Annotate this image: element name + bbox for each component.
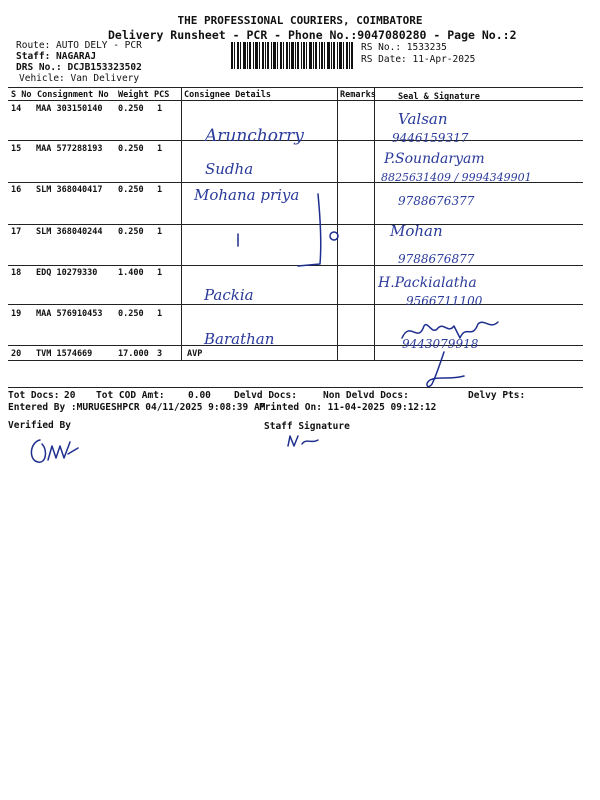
handwritten-consignee: Arunchorry — [205, 126, 304, 146]
row-pcs: 1 — [157, 144, 163, 154]
table-bottom-line — [8, 360, 583, 361]
verified-by-label: Verified By — [8, 420, 71, 431]
col-header-consignment: Consignment No — [37, 90, 109, 100]
row-sno: 20 — [11, 349, 22, 359]
handwritten-signature — [422, 350, 468, 392]
row-weight: 1.400 — [118, 268, 144, 278]
handwritten-consignee: Sudha — [205, 160, 254, 178]
route-label: Route: AUTO DELY - PCR — [16, 40, 142, 51]
row-sno: 16 — [11, 185, 22, 195]
handwritten-signature — [398, 316, 502, 348]
row-sno: 17 — [11, 227, 22, 237]
row-pcs: 1 — [157, 185, 163, 195]
col-header-remarks: Remarks — [340, 90, 376, 100]
col-header-pcs: PCS — [154, 90, 170, 100]
staff-signature-mark — [284, 432, 324, 450]
table-top-line — [8, 87, 583, 88]
row-weight: 0.250 — [118, 144, 144, 154]
handwritten-phone: 9443079918 — [402, 337, 479, 351]
drs-number: DRS No.: DCJB153323502 — [16, 62, 142, 73]
row-pcs: 1 — [157, 104, 163, 114]
tot-docs-value: 20 — [64, 390, 76, 401]
col-header-consignee: Consignee Details — [184, 90, 271, 100]
company-name: THE PROFESSIONAL COURIERS, COIMBATORE — [177, 14, 423, 27]
verifier-signature — [24, 432, 84, 472]
tot-cod-value: 0.00 — [188, 390, 211, 401]
row-consignment-no: TVM 1574669 — [36, 349, 93, 359]
row-pcs: 1 — [157, 268, 163, 278]
handwritten-phone: 9788676877 — [398, 252, 475, 266]
handwritten-receiver-name: Mohan — [390, 222, 443, 240]
handwritten-consignee: Barathan — [204, 330, 275, 348]
printed-on: Printed On: 11-04-2025 09:12:12 — [259, 402, 437, 413]
row-consignment-no: SLM 368040417 — [36, 185, 103, 195]
handwritten-receiver-name: H.Packialatha — [378, 275, 477, 291]
col-header-weight: Weight — [118, 90, 149, 100]
tot-docs-label: Tot Docs: — [8, 390, 60, 401]
handwritten-receiver-name: P.Soundaryam — [384, 151, 485, 167]
handwritten-phone: 8825631409 / 9994349901 — [381, 171, 532, 184]
non-delvd-docs-label: Non Delvd Docs: — [323, 390, 409, 401]
col-header-seal-signature: Seal & Signature — [398, 92, 480, 102]
handwritten-receiver-name: Valsan — [398, 110, 448, 128]
delvd-docs-label: Delvd Docs: — [234, 390, 297, 401]
row-consignment-no: MAA 576910453 — [36, 309, 103, 319]
row-pcs: 1 — [157, 309, 163, 319]
row-weight: 0.250 — [118, 309, 144, 319]
row-consignment-no: MAA 577288193 — [36, 144, 103, 154]
row-consignee-printed: AVP — [187, 349, 203, 359]
handwritten-phone: 9566711100 — [406, 294, 483, 308]
delvy-pts-label: Delvy Pts: — [468, 390, 526, 401]
table-header-line — [8, 100, 583, 101]
runsheet-title: Delivery Runsheet - PCR - Phone No.:9047080280 - Page No.:2 — [108, 28, 517, 42]
rs-date: RS Date: 11-Apr-2025 — [361, 54, 476, 65]
entered-by: Entered By :MURUGESHPCR 04/11/2025 9:08:39 AM — [8, 402, 266, 413]
row-weight: 17.000 — [118, 349, 149, 359]
row-consignment-no: SLM 368040244 — [36, 227, 103, 237]
row-divider — [8, 304, 583, 305]
row-sno: 15 — [11, 144, 22, 154]
handwritten-consignee: Mohana priya — [194, 186, 300, 204]
row-consignment-no: MAA 303150140 — [36, 104, 103, 114]
row-consignment-no: EDQ 10279330 — [36, 268, 98, 278]
row-pcs: 3 — [157, 349, 163, 359]
col-header-sno: S No — [11, 90, 32, 100]
row-weight: 0.250 — [118, 104, 144, 114]
handwritten-consignee: Packia — [204, 286, 254, 304]
row-pcs: 1 — [157, 227, 163, 237]
staff-signature-label: Staff Signature — [264, 421, 350, 432]
handwritten-phone: 9446159317 — [392, 131, 469, 145]
row-sno: 19 — [11, 309, 22, 319]
handwritten-bracket-mark — [290, 190, 350, 270]
row-sno: 18 — [11, 268, 22, 278]
handwritten-phone: 9788676377 — [398, 194, 475, 208]
footer-top-line — [8, 387, 583, 388]
barcode-image — [231, 42, 353, 69]
row-sno: 14 — [11, 104, 22, 114]
vehicle-label: Vehicle: Van Delivery — [19, 73, 140, 84]
tot-cod-label: Tot COD Amt: — [96, 390, 165, 401]
rs-number: RS No.: 1533235 — [361, 42, 447, 53]
handwritten-tick-mark — [232, 232, 244, 250]
row-weight: 0.250 — [118, 227, 144, 237]
row-weight: 0.250 — [118, 185, 144, 195]
staff-label: Staff: NAGARAJ — [16, 51, 97, 62]
